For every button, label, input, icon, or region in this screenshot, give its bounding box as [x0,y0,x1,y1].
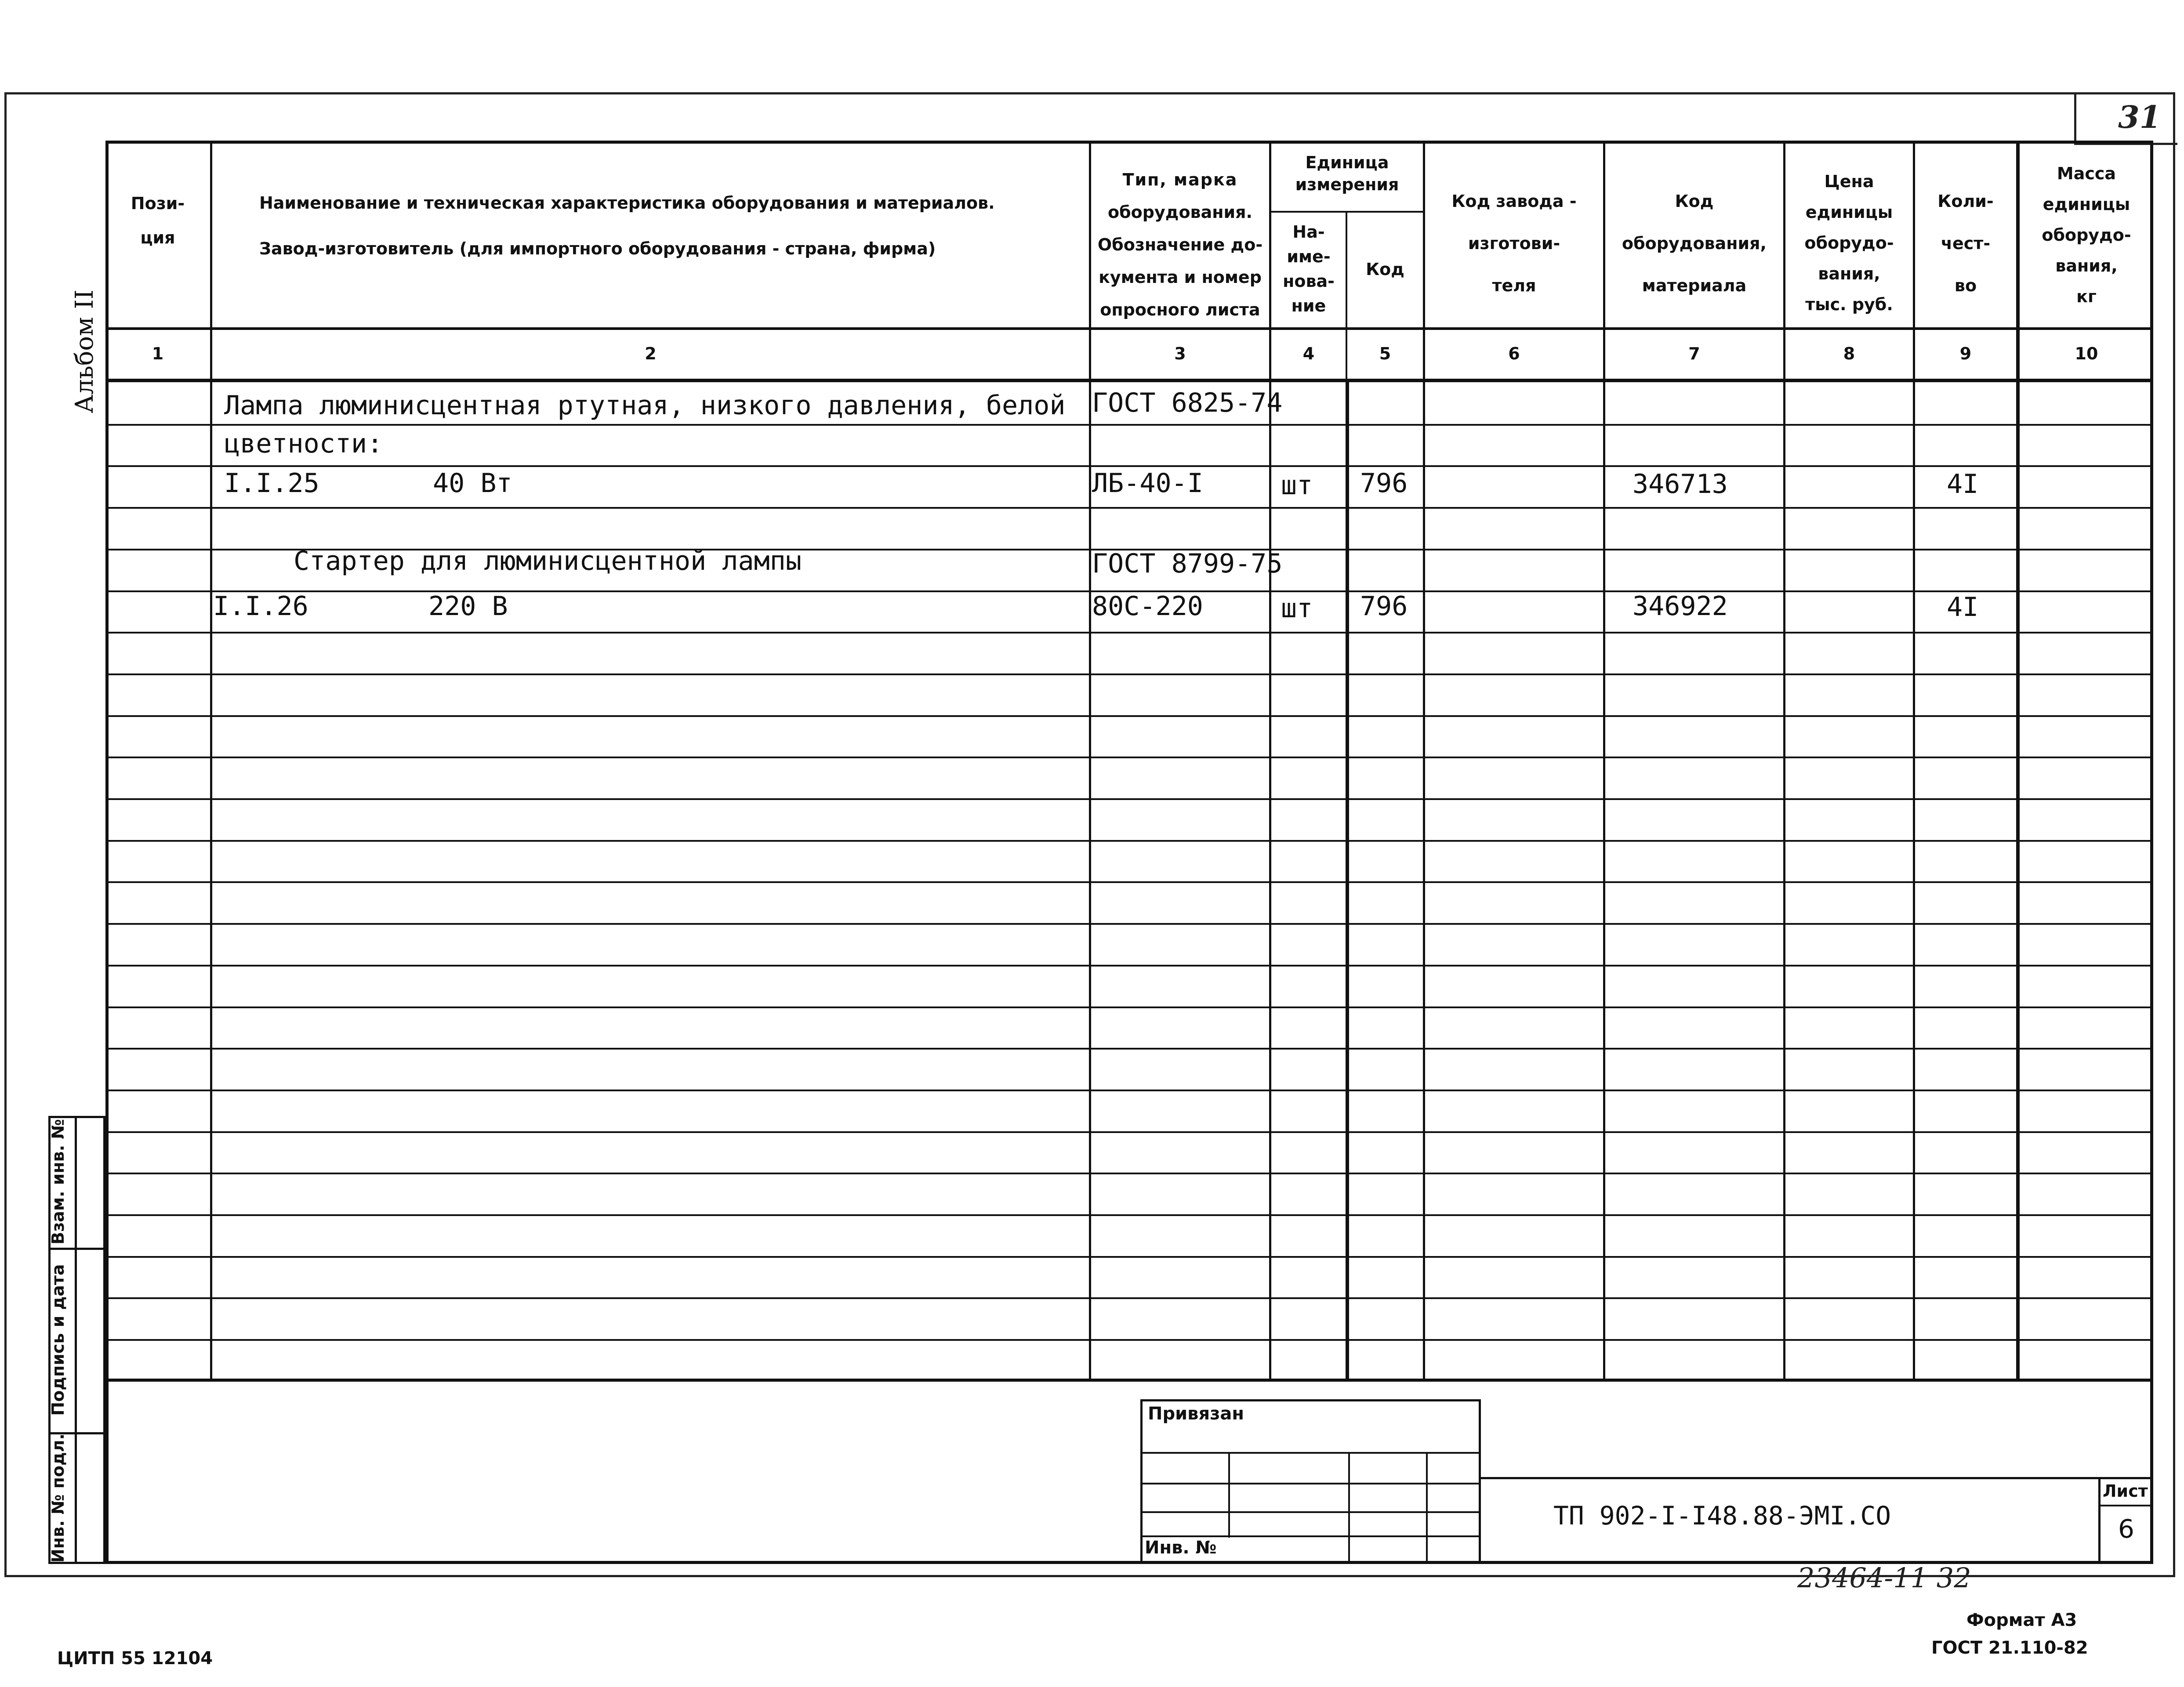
row-line [105,965,2153,967]
row-3-position: I.I.25 [224,468,319,499]
row-5-name: Стартер для люминисцентной лампы [294,546,802,576]
header-col8: Цена единицы оборудо- вания, тыс. руб. [1804,172,1894,314]
row-line [105,715,2153,717]
row-3-type: ЛБ-40-I [1092,468,1203,499]
header-col10: Масса единицы оборудо- вания, кг [2042,164,2131,306]
handwritten-number: 23464-11 32 [1797,1562,1971,1594]
row-line [105,673,2153,675]
col-number-8: 8 [1843,344,1855,363]
stamp-podpis-data: Подпись и дата [48,1264,68,1416]
inv-no-label: Инв. № [1145,1538,1217,1558]
gost-label: ГОСТ 21.110-82 [1931,1638,2088,1658]
row-3-equipment-code: 346713 [1633,469,1728,500]
row-line [105,1048,2153,1050]
row-line [105,923,2153,925]
row-3-unit-name: шт [1281,470,1313,501]
stamp-inv-podl: Инв. № подл. [48,1433,68,1563]
header-col7: Код оборудования, материала [1622,192,1767,295]
col-number-1: 1 [152,344,164,363]
col-number-5: 5 [1379,344,1391,363]
row-line [105,798,2153,800]
format-label: Формат А3 [1966,1610,2077,1630]
col-number-4: 4 [1302,344,1315,363]
row-6-type: 80С-220 [1092,591,1203,622]
col-number-2: 2 [645,344,657,363]
corner-page-number: 31 [2118,99,2161,135]
col-number-7: 7 [1688,344,1700,363]
document-code: ТП 902-I-I48.88-ЭМI.СО [1553,1501,1891,1531]
citp-label: ЦИТП 55 12104 [57,1648,213,1669]
row-6-unit-code: 796 [1360,591,1408,622]
privyazan-label: Привязан [1148,1404,1244,1424]
sheet-label: Лист [2103,1481,2148,1501]
header-unit-group: Единица измерения [1295,153,1399,194]
col-number-9: 9 [1959,344,1972,363]
row-line [105,1173,2153,1174]
col-number-3: 3 [1174,344,1186,363]
row-3-spec: 40 Вт [433,468,512,499]
col-number-10: 10 [2075,344,2098,363]
header-col2: Наименование и техническая характеристика оборудования и материалов. Завод-изготовитель (для импортного оборудования - страна, фирма) [259,193,995,258]
side-album-label: Альбом II [70,290,99,413]
row-line [105,507,2153,509]
row-3-unit-code: 796 [1360,468,1408,499]
header-col6: Код завода - изготови- теля [1451,192,1577,295]
row-line [105,1214,2153,1216]
row-line [105,1297,2153,1299]
row-6-unit-name: шт [1281,593,1313,624]
sheet-number: 6 [2118,1514,2134,1544]
row-2-name: цветности: [224,428,383,459]
stamp-vzam-inv: Взам. инв. № [48,1119,68,1245]
row-line [105,840,2153,842]
header-col3: Тип, марка оборудования. Обозначение до- кумента и номер опросного листа [1097,170,1263,319]
row-line [105,1131,2153,1133]
row-line [105,1256,2153,1258]
row-line [105,1090,2153,1091]
header-col1: Пози- ция [131,194,185,247]
row-5-type: ГОСТ 8799-75 [1092,548,1283,579]
row-line [105,632,2153,634]
col-number-6: 6 [1508,344,1520,363]
row-line [105,881,2153,883]
row-1-type: ГОСТ 6825-74 [1092,387,1283,418]
row-6-spec: 220 В [428,591,508,622]
row-3-quantity: 4I [1947,469,1979,500]
row-line [105,757,2153,758]
row-6-equipment-code: 346922 [1633,591,1728,622]
header-col5: Код [1366,260,1404,279]
row-6-quantity: 4I [1947,592,1979,623]
row-line [105,1006,2153,1008]
header-col4: На- име- нова- ние [1283,222,1335,315]
header-col9: Коли- чест- во [1937,192,1994,295]
row-6-position: I.I.26 [213,591,308,622]
row-line [105,1339,2153,1341]
row-1-name: Лампа люминисцентная ртутная, низкого давления, белой [224,390,1066,421]
